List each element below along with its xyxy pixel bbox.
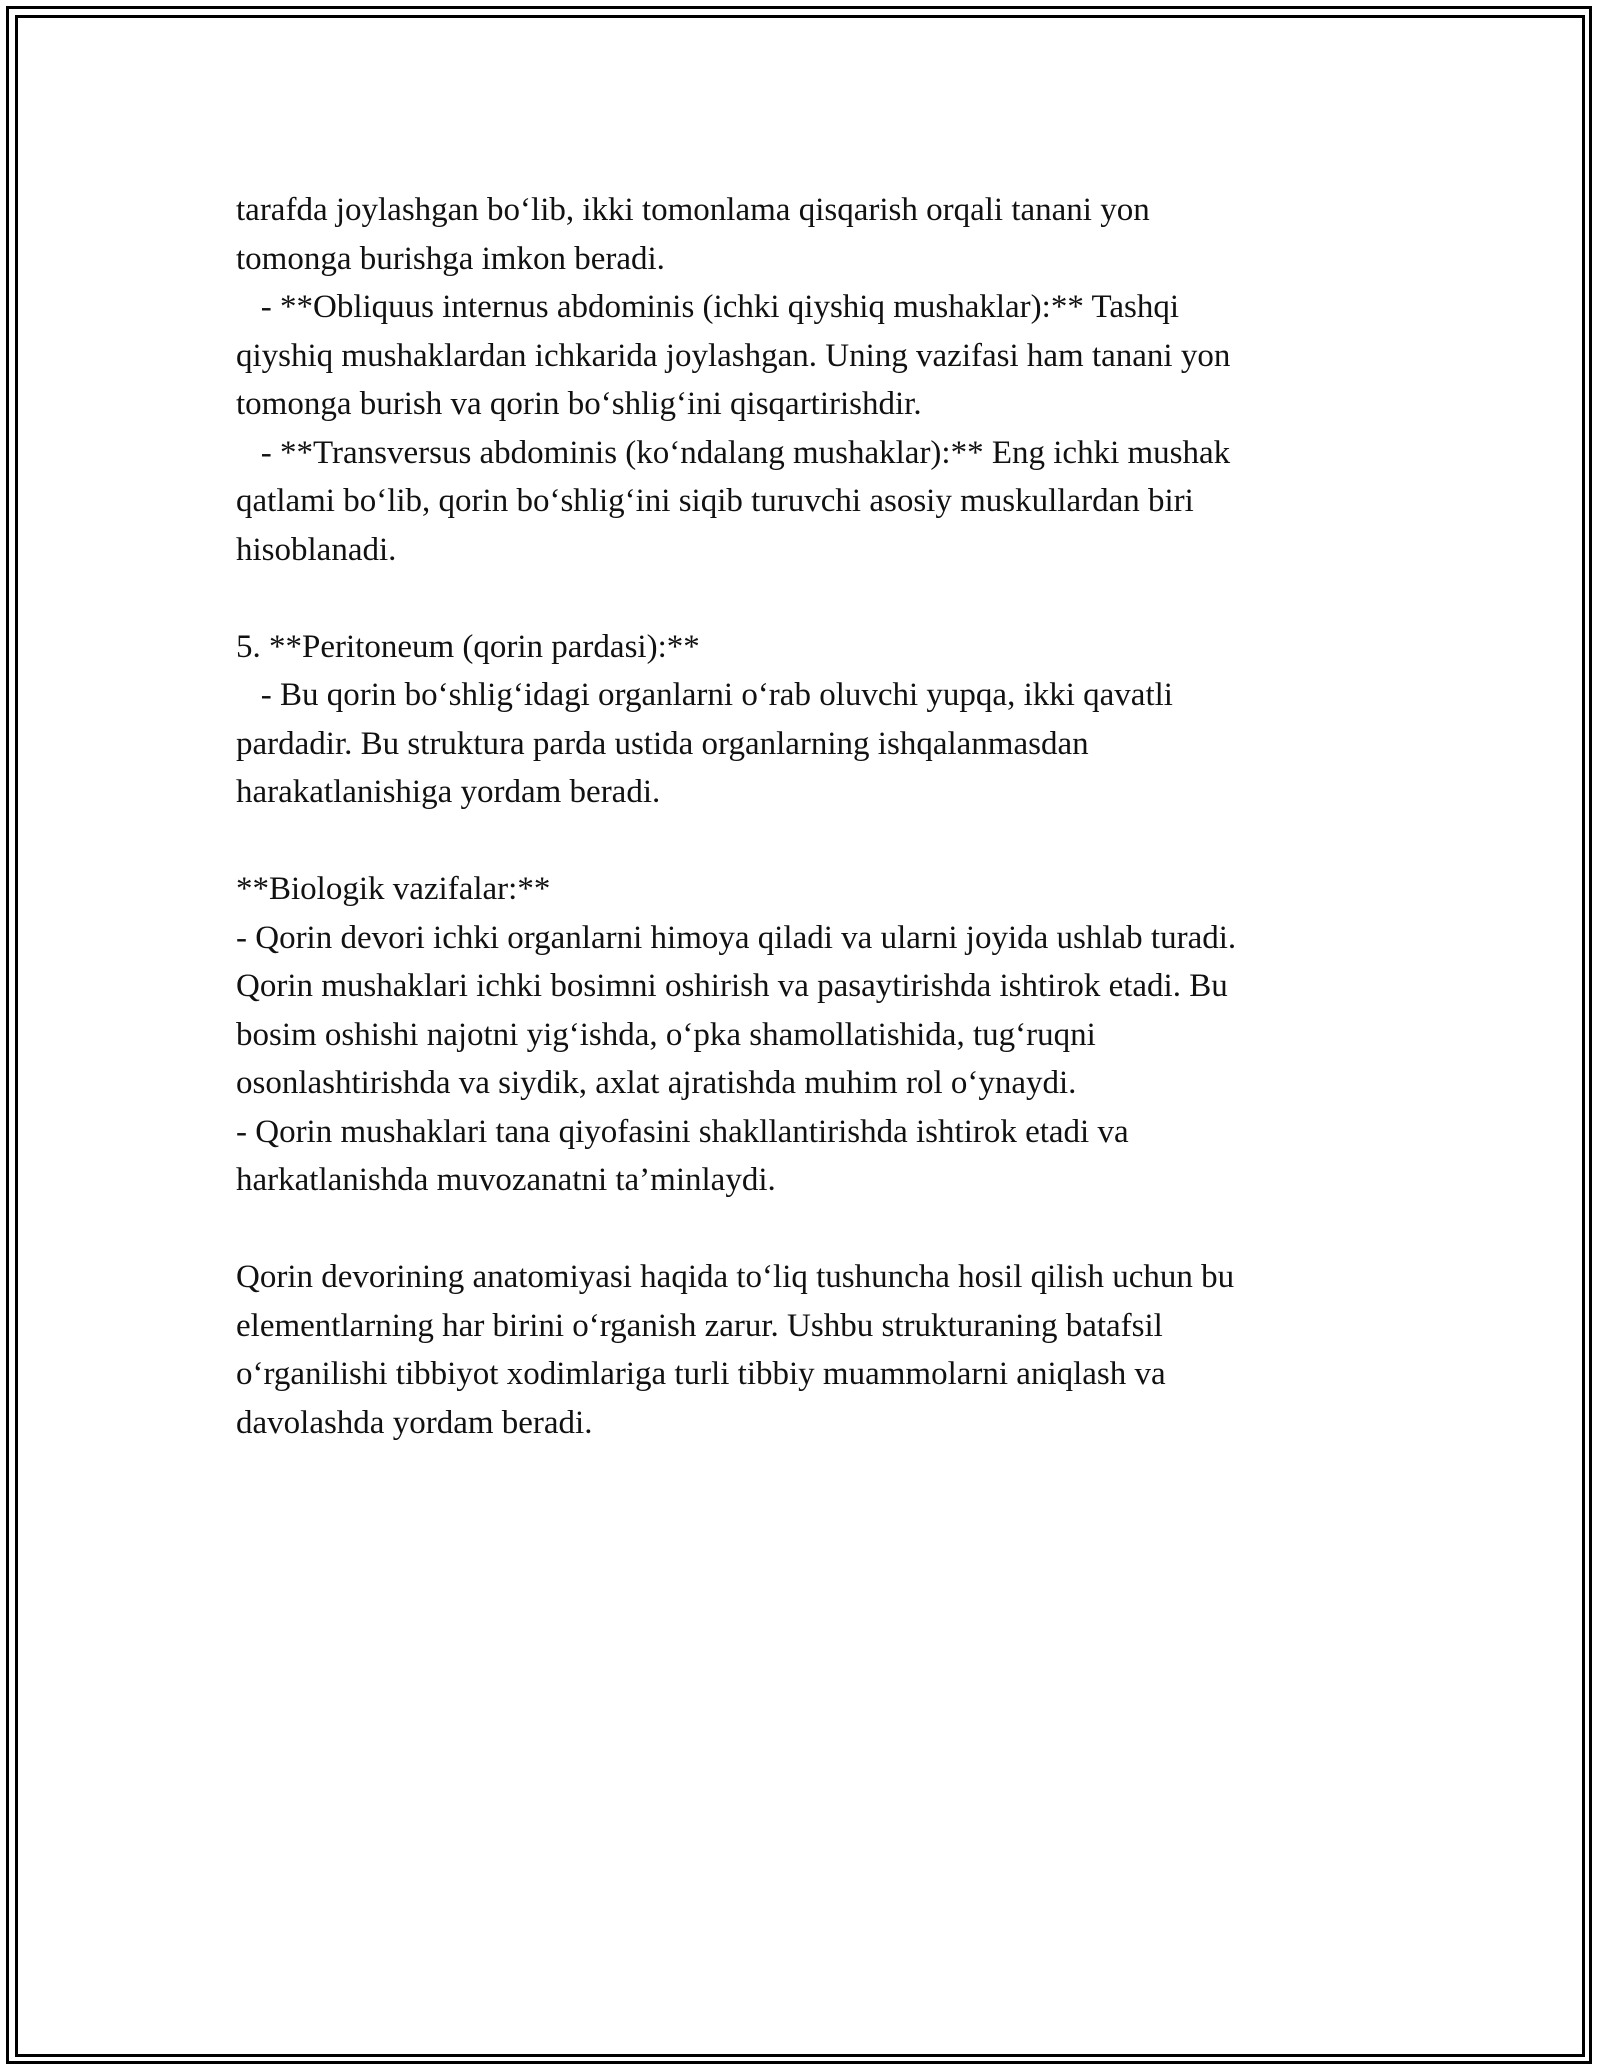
text-line: o‘rganilishi tibbiyot xodimlariga turli tibbiy muammolarni aniqlash va xyxy=(236,1356,1166,1392)
text-line: hisoblanadi. xyxy=(236,531,397,568)
document-body xyxy=(236,186,1356,1447)
text-line: tarafda joylashgan bo‘lib, ikki tomonlama qisqarish orqali tanani yon xyxy=(236,192,1150,228)
text-line: pardadir. Bu struktura parda ustida organlarning ishqalanmasdan xyxy=(236,725,1089,762)
text-line: davolashda yordam beradi. xyxy=(236,1404,593,1441)
text-line: osonlashtirishda va siydik, axlat ajratishda muhim rol o‘ynaydi. xyxy=(236,1065,1077,1101)
text-line: - Qorin mushaklari tana qiyofasini shakllantirishda ishtirok etadi va xyxy=(236,1113,1129,1150)
blank-line xyxy=(236,817,1356,866)
text-line: qatlami bo‘lib, qorin bo‘shlig‘ini siqib turuvchi asosiy muskullardan biri xyxy=(236,483,1194,519)
text-line: harkatlanishda muvozanatni ta’minlaydi. xyxy=(236,1162,776,1198)
section-heading-peritoneum: 5. **Peritoneum (qorin pardasi):** xyxy=(236,628,700,665)
text-line: tomonga burish va qorin bo‘shlig‘ini qisqartirishdir. xyxy=(236,386,922,422)
section-heading-biologik-vazifalar: **Biologik vazifalar:** xyxy=(236,871,551,907)
blank-line xyxy=(236,574,1356,623)
text-line: Qorin mushaklari ichki bosimni oshirish va pasaytirishda ishtirok etadi. Bu xyxy=(236,968,1228,1004)
text-line: - Qorin devori ichki organlarni himoya qiladi va ularni joyida ushlab turadi. xyxy=(236,919,1237,956)
text-line: bosim oshishi najotni yig‘ishda, o‘pka shamollatishida, tug‘ruqni xyxy=(236,1016,1096,1053)
blank-line xyxy=(236,1205,1356,1254)
text-line: - **Transversus abdominis (ko‘ndalang mushaklar):** Eng ichki mushak xyxy=(236,434,1231,471)
text-line: Qorin devorining anatomiyasi haqida to‘liq tushuncha hosil qilish uchun bu xyxy=(236,1259,1235,1295)
text-line: elementlarning har birini o‘rganish zarur. Ushbu strukturaning batafsil xyxy=(236,1307,1163,1344)
text-line: - **Obliquus internus abdominis (ichki qiyshiq mushaklar):** Tashqi xyxy=(236,289,1179,325)
text-line: harakatlanishiga yordam beradi. xyxy=(236,774,661,810)
text-line: - Bu qorin bo‘shlig‘idagi organlarni o‘rab oluvchi yupqa, ikki qavatli xyxy=(236,677,1173,713)
text-line: qiyshiq mushaklardan ichkarida joylashgan. Uning vazifasi ham tanani yon xyxy=(236,337,1231,374)
text-line: tomonga burishga imkon beradi. xyxy=(236,240,665,277)
